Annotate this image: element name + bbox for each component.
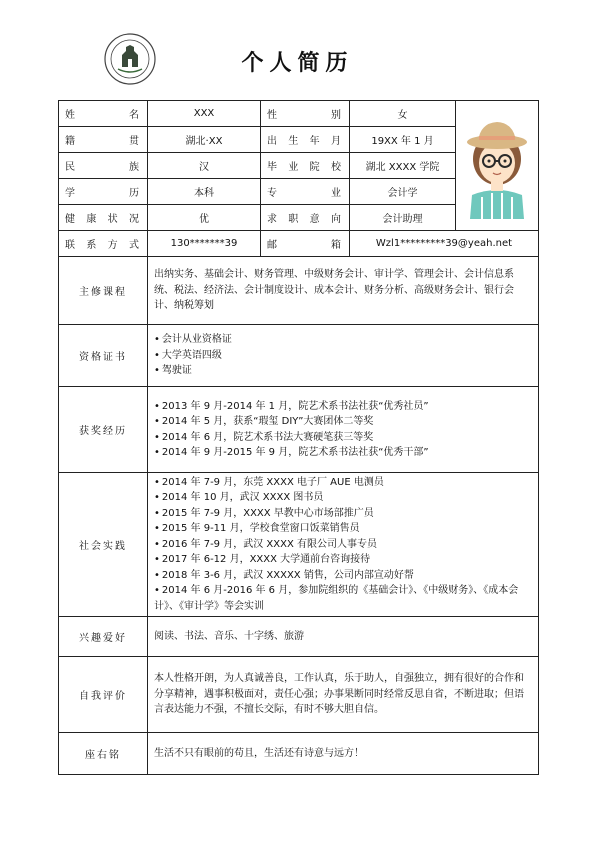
certs-list (154, 332, 532, 379)
list-item: • 2013 年 9 月-2014 年 1 月，院艺术系书法社获“优秀社员” (154, 399, 532, 415)
row-hobbies (59, 617, 539, 657)
list-item: • 2014 年 10 月，武汉 XXXX 图书员 (154, 490, 532, 506)
label-health: 健康状况 (59, 205, 148, 231)
label-self: 自我评价 (59, 657, 148, 733)
label-certs: 资格证书 (59, 325, 148, 387)
value-major: 会计学 (350, 179, 456, 205)
label-name: 姓名 (59, 101, 148, 127)
courses-text: 出纳实务、基础会计、财务管理、中级财务会计、审计学、管理会计、会计信息系统、税法、经济法、会计制度设计、成本会计、财务分析、高级财务会计、银行会计、纳税筹划 (148, 257, 539, 325)
label-gender: 性别 (261, 101, 350, 127)
practice-list (154, 475, 532, 615)
page-title: 个人简历 (241, 51, 354, 76)
list-item: • 2014 年 6 月-2016 年 6 月，参加院组织的《基础会计》、《中级财务》、《成本会计》、《审计学》等会实训 (154, 583, 532, 614)
list-item: • 2016 年 7-9 月，武汉 XXXX 有限公司人事专员 (154, 537, 532, 553)
row-contact (59, 231, 539, 257)
label-hobbies: 兴趣爱好 (59, 617, 148, 657)
row-practice (59, 473, 539, 617)
row-motto (59, 733, 539, 775)
list-item: • 2014 年 7-9 月，东莞 XXXX 电子厂 AUE 电测员 (154, 475, 532, 491)
resume-table (58, 100, 539, 775)
value-hometown: 湖北·XX (148, 127, 261, 153)
value-gender: 女 (350, 101, 456, 127)
label-courses: 主修课程 (59, 257, 148, 325)
label-contact: 联系方式 (59, 231, 148, 257)
photo-cell (456, 101, 539, 231)
label-ethnicity: 民族 (59, 153, 148, 179)
list-item: • 2018 年 3-6 月，武汉 XXXXX 销售，公司内部宣动好帮 (154, 568, 532, 584)
row-name (59, 101, 539, 127)
list-item: • 会计从业资格证 (154, 332, 532, 348)
row-courses (59, 257, 539, 325)
row-self (59, 657, 539, 733)
value-birth: 19XX 年 1 月 (350, 127, 456, 153)
list-item: • 2015 年 7-9 月，XXXX 早教中心市场部推广员 (154, 506, 532, 522)
value-email: Wzl1*********39@yeah.net (350, 231, 539, 257)
label-job-intent: 求职意向 (261, 205, 350, 231)
label-motto: 座右铭 (59, 733, 148, 775)
hobbies-text: 阅读、书法、音乐、十字绣、旅游 (148, 617, 539, 657)
value-health: 优 (148, 205, 261, 231)
value-ethnicity: 汉 (148, 153, 261, 179)
value-degree: 本科 (148, 179, 261, 205)
label-school: 毕业院校 (261, 153, 350, 179)
self-text: 本人性格开朗，为人真诚善良，工作认真，乐于助人，自强独立，拥有很好的合作和分享精神，遇事积极面对，责任心强；办事果断同时经常反思自省，不断进取；但语言表达能力不强，不擅长交际，有时不够大胆自信。 (148, 657, 539, 733)
motto-text: 生活不只有眼前的苟且，生活还有诗意与远方！ (148, 733, 539, 775)
awards-list (154, 399, 532, 461)
row-awards (59, 387, 539, 473)
list-item: • 2015 年 9-11 月，学校食堂窗口饭菜销售员 (154, 521, 532, 537)
label-birth: 出生年月 (261, 127, 350, 153)
avatar (462, 109, 532, 219)
list-item: • 2014 年 9 月-2015 年 9 月，院艺术系书法社获“优秀干部” (154, 445, 532, 461)
label-email: 邮箱 (261, 231, 350, 257)
value-school: 湖北 XXXX 学院 (350, 153, 456, 179)
value-job-intent: 会计助理 (350, 205, 456, 231)
value-name: XXX (148, 101, 261, 127)
list-item: • 2014 年 6 月，院艺术系书法大赛硬笔获三等奖 (154, 430, 532, 446)
row-certs (59, 325, 539, 387)
list-item: • 2014 年 5 月，获系“瑕玺 DIY”大赛团体二等奖 (154, 414, 532, 430)
label-hometown: 籍贯 (59, 127, 148, 153)
list-item: • 驾驶证 (154, 363, 532, 379)
label-practice: 社会实践 (59, 473, 148, 617)
label-awards: 获奖经历 (59, 387, 148, 473)
label-degree: 学历 (59, 179, 148, 205)
list-item: • 2017 年 6-12 月，XXXX 大学通前台咨询接待 (154, 552, 532, 568)
value-phone: 130*******39 (148, 231, 261, 257)
list-item: • 大学英语四级 (154, 348, 532, 364)
label-major: 专业 (261, 179, 350, 205)
